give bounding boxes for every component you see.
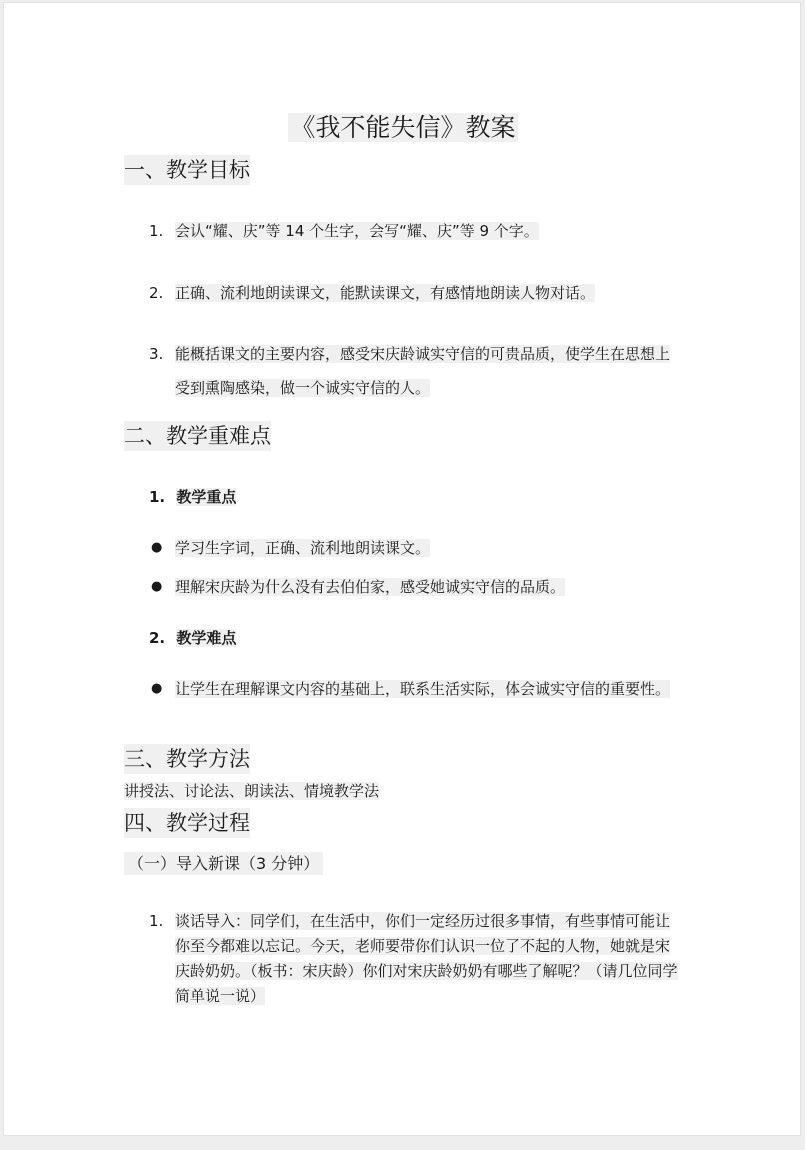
section-heading-key-points: 二、教学重难点 — [124, 421, 271, 451]
bullet-text: 学习生字词，正确、流利地朗读课文。 — [175, 539, 431, 557]
subsection-label: 教学重点 — [176, 488, 237, 506]
item-number: 2. — [149, 284, 164, 302]
list-item — [149, 337, 684, 405]
subheading-text: （一）导入新课（3 分钟） — [124, 852, 323, 875]
list-item — [149, 282, 684, 304]
document-page — [3, 2, 801, 1136]
title-text: 《我不能失信》教案 — [290, 113, 516, 142]
bullet-icon: ● — [151, 579, 163, 594]
subsection-number: 1. — [149, 488, 166, 506]
document-title — [4, 109, 802, 147]
item-text: 会认“耀、庆”等 14 个生字，会写“耀、庆”等 9 个字。 — [175, 222, 539, 240]
bullet-item — [149, 576, 684, 598]
bullet-text: 理解宋庆龄为什么没有去伯伯家，感受她诚实守信的品质。 — [175, 578, 566, 596]
bullet-text: 让学生在理解课文内容的基础上，联系生活实际，体会诚实守信的重要性。 — [175, 680, 671, 698]
item-text: 谈话导入：同学们，在生活中，你们一定经历过很多事情，有些事情可能让你至今都难以忘记。今天，老师要带你们认识一位了不起的人物，她就是宋庆龄奶奶。（板书：宋庆龄）你们对宋庆龄奶奶有哪些了解呢？（请几位同学简单说一说） — [175, 912, 678, 1005]
section-heading-process: 四、教学过程 — [124, 808, 250, 838]
item-number: 1. — [149, 222, 164, 240]
bullet-icon: ● — [151, 681, 163, 696]
methods-text-content: 讲授法、讨论法、朗读法、情境教学法 — [124, 782, 380, 800]
section-heading-methods: 三、教学方法 — [124, 744, 250, 774]
subsection-title-difficulties — [149, 627, 236, 649]
section-heading-objectives: 一、教学目标 — [124, 155, 250, 185]
item-text: 正确、流利地朗读课文，能默读课文，有感情地朗读人物对话。 — [175, 284, 596, 302]
item-number: 3. — [149, 345, 164, 363]
subheading-introduction — [124, 853, 323, 875]
bullet-icon: ● — [151, 540, 163, 555]
bullet-item — [149, 537, 684, 559]
subsection-number: 2. — [149, 629, 166, 647]
subsection-title-key-points — [149, 486, 236, 508]
item-number: 1. — [149, 912, 164, 930]
methods-text — [124, 780, 379, 802]
item-text: 能概括课文的主要内容，感受宋庆龄诚实守信的可贵品质，使学生在思想上受到熏陶感染，做一个诚实守信的人。 — [175, 345, 671, 397]
list-item — [149, 220, 684, 242]
list-item — [149, 909, 684, 1009]
subsection-label: 教学难点 — [176, 629, 237, 647]
bullet-item — [149, 678, 684, 700]
